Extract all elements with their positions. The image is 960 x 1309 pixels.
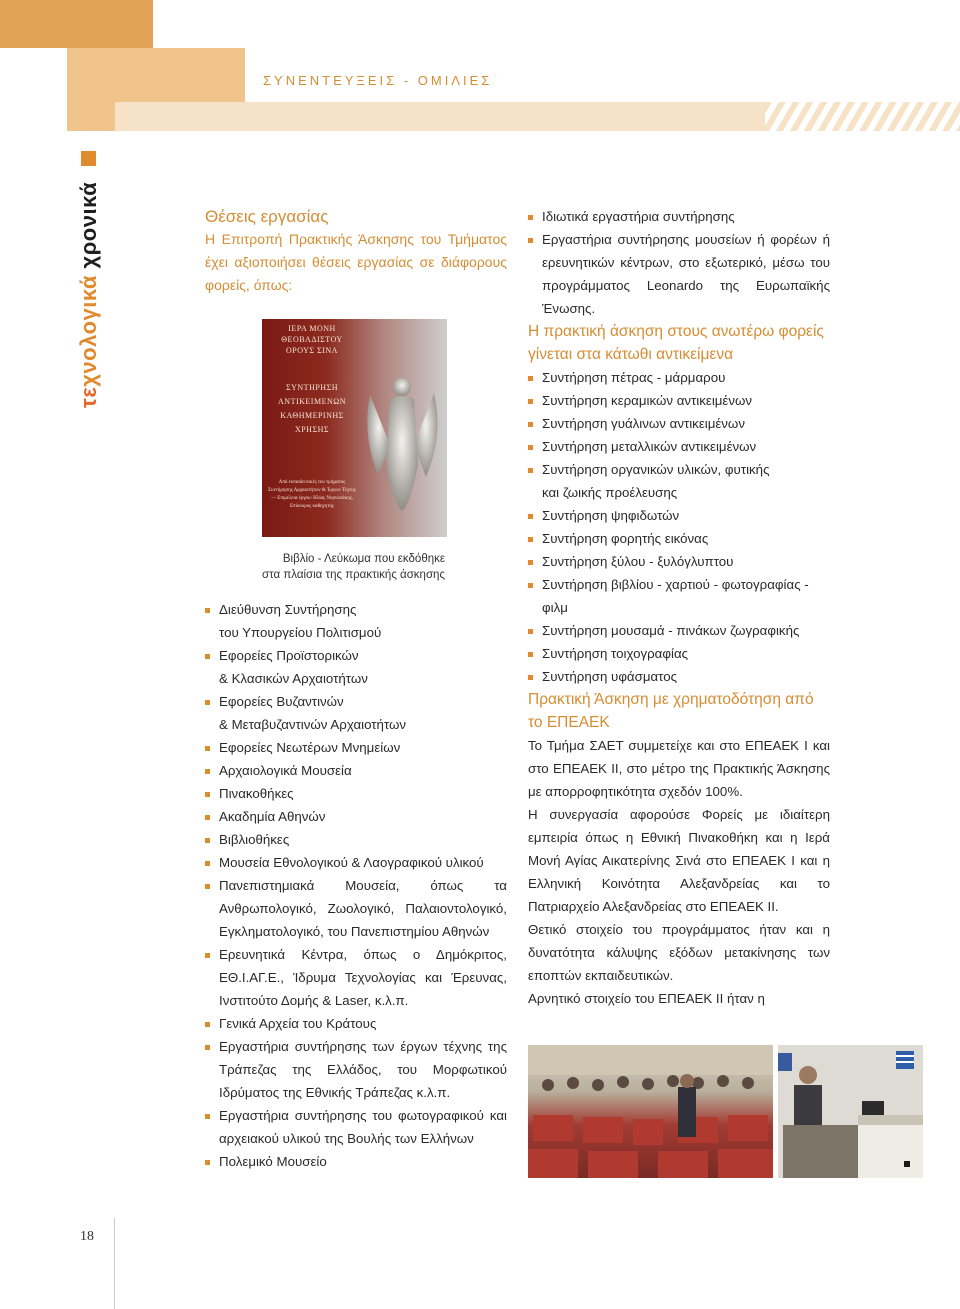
list-item: Εφορείες Προϊστορικών & Κλασικών Αρχαιοτήτων — [205, 644, 507, 690]
list-item: Συντήρηση υφάσματος — [528, 665, 830, 688]
right-column — [528, 205, 830, 1010]
header-stripes — [765, 102, 960, 131]
list-item: Μουσεία Εθνολογικού & Λαογραφικού υλικού — [205, 851, 507, 874]
brand-logo — [76, 182, 102, 408]
list-item: Εργαστήρια συντήρησης μουσείων ή φορέων ή ερευνητικών κέντρων, στο εξωτερικό, μέσω του προγράμματος Leonardo της Ευρωπαϊκής Ένωσης. — [528, 228, 830, 320]
footer-divider — [114, 1218, 115, 1309]
list-item: Συντήρηση μουσαμά - πινάκων ζωγραφικής — [528, 619, 830, 642]
list-item: Συντήρηση οργανικών υλικών, φυτικής και ζωικής προέλευσης — [528, 458, 830, 504]
list-item: Βιβλιοθήκες — [205, 828, 507, 851]
list-item: Συντήρηση ξύλου - ξυλόγλυπτου — [528, 550, 830, 573]
list-item: Ιδιωτικά εργαστήρια συντήρησης — [528, 205, 830, 228]
left-column-intro — [205, 205, 507, 297]
header-block-dark — [0, 0, 153, 48]
list-item: Εργαστήρια συντήρησης του φωτογραφικού και αρχειακού υλικού της Βουλής των Ελλήνων — [205, 1104, 507, 1150]
funding-paragraph-4: Αρνητικό στοιχείο του ΕΠΕΑΕΚ ΙΙ ήταν η — [528, 991, 765, 1006]
list-item: Πανεπιστημιακά Μουσεία, όπως τα Ανθρωπολογικό, Ζωολογικό, Παλαιοντολογικό, Εγκληματολογικό, του Πανεπιστημίου Αθηνών — [205, 874, 507, 943]
list-item: Συντήρηση μεταλλικών αντικειμένων — [528, 435, 830, 458]
list-item: Αρχαιολογικά Μουσεία — [205, 759, 507, 782]
list-item: Γενικά Αρχεία του Κράτους — [205, 1012, 507, 1035]
employer-list — [205, 598, 507, 1173]
objects-heading: Η πρακτική άσκηση στους ανωτέρω φορείς γίνεται στα κάτωθι αντικείμενα — [528, 323, 824, 363]
list-item: Συντήρηση κεραμικών αντικειμένων — [528, 389, 830, 412]
jobs-intro: Η Επιτροπή Πρακτικής Άσκησης του Τμήματος έχει αξιοποιήσει θέσεις εργασίας σε διάφορους φορείς, όπως: — [205, 231, 507, 293]
book-title-main: ΣΥΝΤΗΡΗΣΗ ΑΝΤΙΚΕΙΜΕΝΩΝ ΚΑΘΗΜΕΡΙΝΗΣ ΧΡΗΣΗΣ — [278, 383, 346, 434]
book-caption — [205, 551, 445, 583]
sidebar-square-icon — [81, 151, 96, 166]
list-item: Συντήρηση πέτρας - μάρμαρου — [528, 366, 830, 389]
list-item: Εργαστήρια συντήρησης των έργων τέχνης της Τράπεζας της Ελλάδος, του Μορφωτικού Ιδρύματος της Εθνικής Τράπεζας κ.λ.π. — [205, 1035, 507, 1104]
brand-part-2: χνολογικά — [76, 275, 101, 387]
book-cover — [262, 319, 447, 537]
funding-paragraph-3: Θετικό στοιχείο του προγράμματος ήταν και η δυνατότητα κάλυψης εξόδων μετακίνησης των εποπτών εκπαιδευτικών. — [528, 922, 830, 983]
list-item: Ακαδημία Αθηνών — [205, 805, 507, 828]
funding-paragraph-1: Το Τμήμα ΣΑΕΤ συμμετείχε και στο ΕΠΕΑΕΚ Ι και στο ΕΠΕΑΕΚ ΙΙ, στο μέτρο της Πρακτικής Άσκησης με απορροφητικότητα σχεδόν 100%. — [528, 738, 830, 799]
audience-in-lecture-hall-photo — [528, 1045, 773, 1178]
list-item: Συντήρηση τοιχογραφίας — [528, 642, 830, 665]
book-caption-line-2: στα πλαίσια της πρακτικής άσκησης — [262, 569, 445, 581]
book-title-top: ΙΕΡΑ ΜΟΝΗ ΘΕΟΒΑΔΙΣΤΟΥ ΟΡΟΥΣ ΣΙΝΑ — [281, 324, 343, 355]
book-small-text: Από εκπαιδευτικές του τμήματος Συντήρησης Αρχαιοτήτων & Έργων Τέχνης — Επιμέλεια έργου: Ηλίας Νησιωτάκης, Επίκουρος καθηγητής — [268, 480, 356, 509]
brand-part-3: χρονικά — [76, 181, 101, 276]
list-item: Συντήρηση ψηφιδωτών — [528, 504, 830, 527]
funding-paragraph-2: Η συνεργασία αφορούσε Φορείς με ιδιαίτερη εμπειρία όπως η Εθνική Πινακοθήκη και η Ιερά Μονή Αγίας Αικατερίνης Σινά στο ΕΠΕΑΕΚ Ι και η Ελληνική Κοινότητα Αλεξανδρείας και το Πατριαρχείο Αλεξανδρείας στο ΕΠΕΑΕΚ ΙΙ. — [528, 807, 830, 914]
section-title: ΣΥΝΕΝΤΕΥΞΕΙΣ - ΟΜΙΛΙΕΣ — [263, 73, 493, 88]
book-caption-line-1: Βιβλίο - Λεύκωμα που εκδόθηκε — [282, 553, 445, 565]
list-item: Συντήρηση βιβλίου - χαρτιού - φωτογραφίας - φιλμ — [528, 573, 830, 619]
speaker-at-podium-photo — [778, 1045, 923, 1178]
list-item: Συντήρηση φορητής εικόνας — [528, 527, 830, 550]
list-item: Πολεμικό Μουσείο — [205, 1150, 507, 1173]
list-item: Πινακοθήκες — [205, 782, 507, 805]
page-number: 18 — [80, 1229, 94, 1244]
book-cover-angel-icon — [360, 365, 444, 515]
brand-part-1: τε — [76, 386, 101, 408]
list-item: Εφορείες Νεωτέρων Μνημείων — [205, 736, 507, 759]
list-item: Διεύθυνση Συντήρησης του Υπουργείου Πολιτισμού — [205, 598, 507, 644]
list-item: Ερευνητικά Κέντρα, όπως ο Δημόκριτος, ΕΘ.Ι.ΑΓ.Ε., Ίδρυμα Τεχνολογίας και Έρευνας, Ινστιτούτο Δομής & Laser, κ.λ.π. — [205, 943, 507, 1012]
list-item: Συντήρηση γυάλινων αντικειμένων — [528, 412, 830, 435]
jobs-heading: Θέσεις εργασίας — [205, 207, 329, 226]
funding-heading: Πρακτική Άσκηση με χρηματοδότηση από το ΕΠΕΑΕΚ — [528, 691, 814, 731]
list-item: Εφορείες Βυζαντινών & Μεταβυζαντινών Αρχαιοτήτων — [205, 690, 507, 736]
